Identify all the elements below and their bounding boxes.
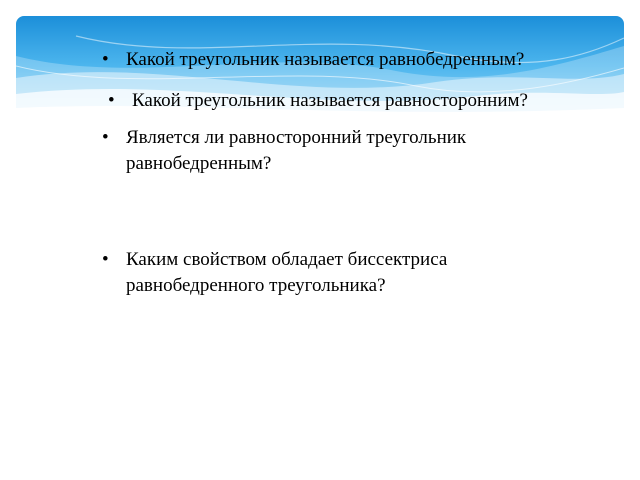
bullet-dot: • xyxy=(102,49,109,70)
bullet-line: равнобедренного треугольника? xyxy=(126,275,386,296)
bullet-line: Какой треугольник называется равнобедренным? xyxy=(126,49,525,70)
bullet-line: Какой треугольник называется равносторонним? xyxy=(132,90,528,111)
bullet-item-4 xyxy=(102,247,447,299)
bullet-line: равнобедренным? xyxy=(126,153,272,174)
bullet-item-2 xyxy=(108,88,528,114)
bullet-dot: • xyxy=(102,127,109,148)
bullet-dot: • xyxy=(108,90,115,111)
bullet-item-3 xyxy=(102,125,466,177)
bullet-line: Каким свойством обладает биссектриса xyxy=(126,249,448,270)
bullet-dot: • xyxy=(102,249,109,270)
bullet-item-1 xyxy=(102,47,524,73)
bullet-line: Является ли равносторонний треугольник xyxy=(126,127,467,148)
